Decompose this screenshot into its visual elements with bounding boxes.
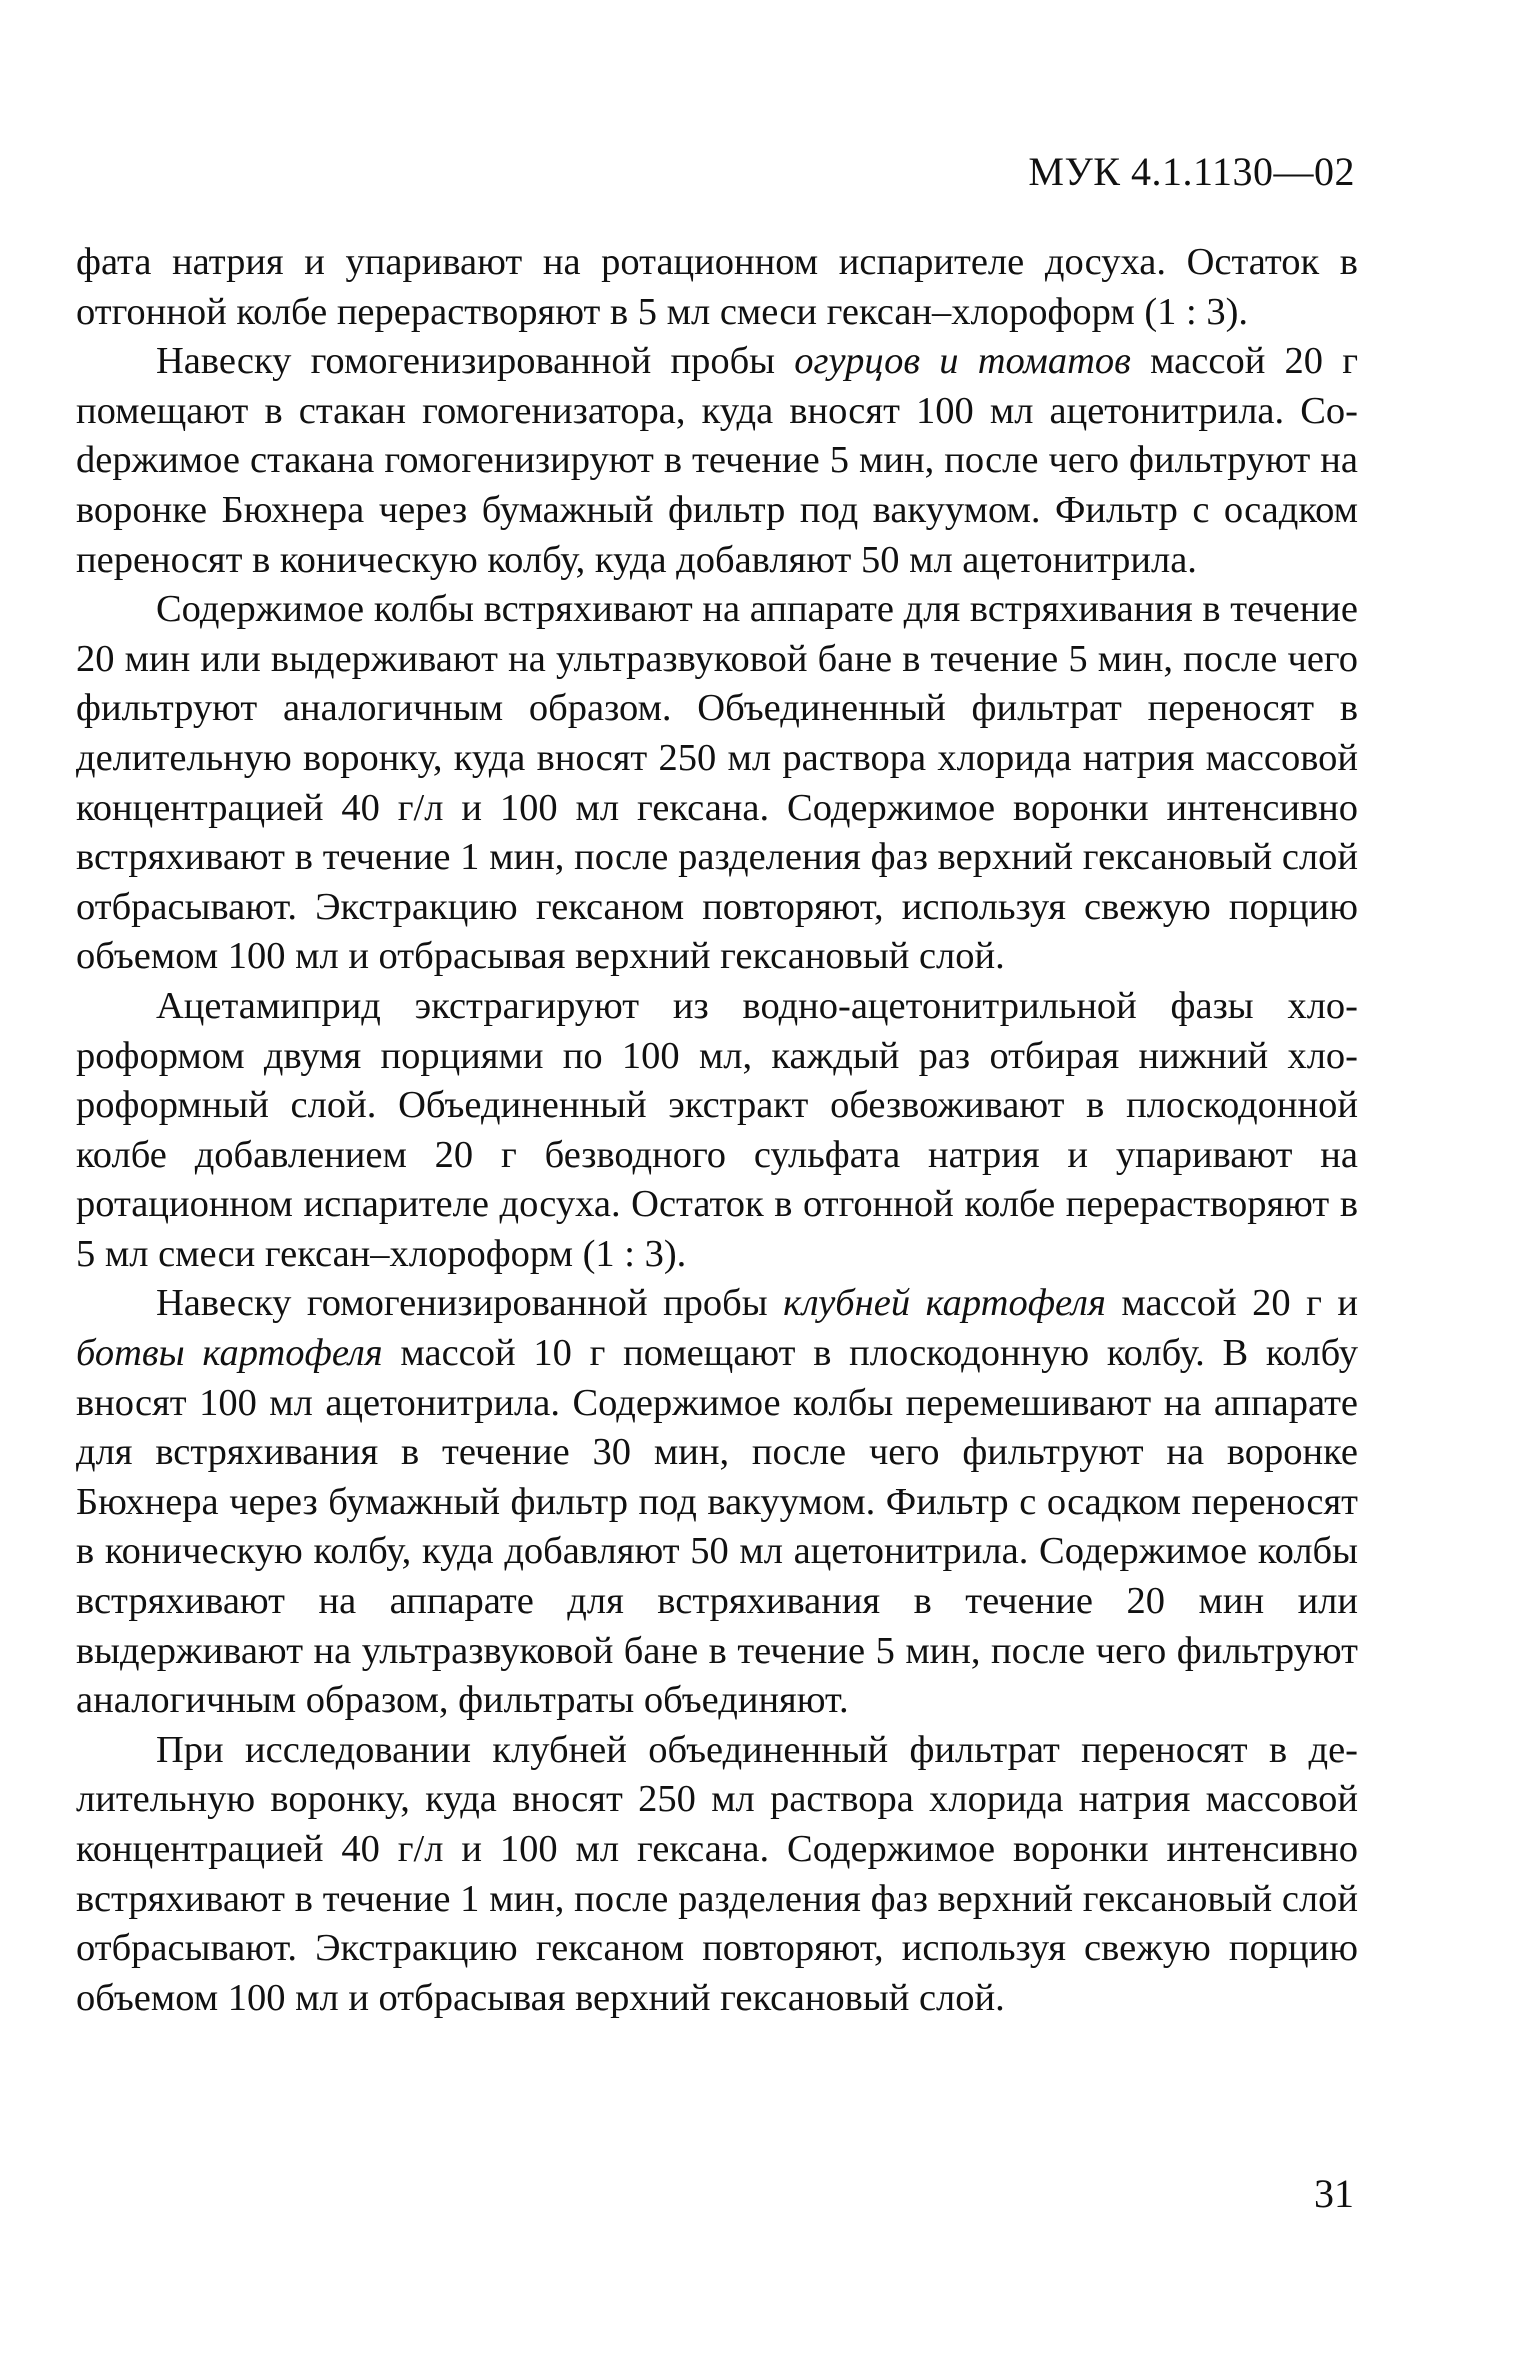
paragraph-potato-samples xyxy=(76,1279,1358,1725)
text-run: массой 20 г и xyxy=(1105,1282,1358,1325)
text-run: фата натрия и упаривают на ротационном испарителе досуха. Остаток в отгонной колбе перерастворяют в 5 мл смеси гексан–хлороформ (1 : 3). xyxy=(76,241,1358,333)
text-run: При исследовании клубней объединенный фильтрат переносят в делительную воронку, куда вносят 250 мл раствора хлорида натрия массовой концентрацией 40 г/л и 100 мл гексана. Содержимое воронки интенсивно встряхивают в течение 1 мин, после разделения фаз верхний гексановый слой отбрасывают. Экстракцию гексаном повторяют, используя свежую порцию объемом 100 мл и отбрасывая верхний гексановый слой. xyxy=(76,1728,1358,2019)
italic-sample-name: огурцов и томатов xyxy=(794,340,1131,383)
page-number: 31 xyxy=(1314,2171,1354,2216)
paragraph-acetamiprid-extraction xyxy=(76,982,1358,1280)
text-run: массой 10 г помещают в плоскодонную колбу. В колбу вносят 100 мл ацетонитрила. Содержимое колбы перемешивают на аппарате для встряхивания в течение 30 мин, после чего фильтруют на воронке Бюхнера через бумажный фильтр под вакуумом. Фильтр с осадком переносят в коническую колбу, куда добавляют 50 мл ацетонитрила. Содержимое колбы встряхивают на аппарате для встряхивания в течение 20 мин или выдерживают на ультразвуковой бане в течение 5 мин, после чего фильтруют аналогичным образом, фильтраты объединяют. xyxy=(76,1332,1358,1722)
text-run: Навеску гомогенизированной пробы xyxy=(156,1282,784,1325)
italic-sample-name: ботвы картофеля xyxy=(76,1332,383,1375)
text-run: Ацетамиприд экстрагируют из водно-ацетонитрильной фазы хлороформом двумя порциями по 100 мл, каждый раз отбирая нижний хлороформный слой. Объединенный экстракт обезвоживают в плоскодонной колбе добавлением 20 г безводного сульфата натрия и упаривают на ротационном испарителе досуха. Остаток в отгонной колбе перерастворяют в 5 мл смеси гексан–хлороформ (1 : 3). xyxy=(76,984,1358,1275)
text-run: массой 20 г помещают в стакан гомогенизатора, куда вносят 100 мл ацетонитрила. Соdержимое стакана гомогенизируют в течение 5 мин, после чего фильтруют на воронке Бюхнера через бумажный фильтр под вакуумом. Фильтр с осадком переносят в коническую колбу, куда добавляют 50 мл ацетонитрила. xyxy=(76,340,1358,581)
document-code: МУК 4.1.1130—02 xyxy=(1028,149,1355,194)
body-text xyxy=(76,238,1358,2023)
text-run: Навеску гомогенизированной пробы xyxy=(156,340,795,383)
paragraph-shaking-extraction xyxy=(76,585,1358,982)
paragraph-tubers-filtrate xyxy=(76,1726,1358,2024)
paragraph-cucumbers-tomatoes xyxy=(76,337,1358,585)
paragraph-continuation xyxy=(76,238,1358,337)
italic-sample-name: клубней картофеля xyxy=(783,1282,1106,1325)
text-run: Содержимое колбы встряхивают на аппарате для встряхивания в течение 20 мин или выдерживают на ультразвуковой бане в течение 5 мин, после чего фильтруют аналогичным образом. Объединенный фильтрат переносят в делительную воронку, куда вносят 250 мл раствора хлорида натрия массовой концентрацией 40 г/л и 100 мл гексана. Содержимое воронки интенсивно встряхивают в течение 1 мин, после разделения фаз верхний гексановый слой отбрасывают. Экстракцию гексаном повторяют, используя свежую порцию объемом 100 мл и отбрасывая верхний гексановый слой. xyxy=(76,588,1358,978)
